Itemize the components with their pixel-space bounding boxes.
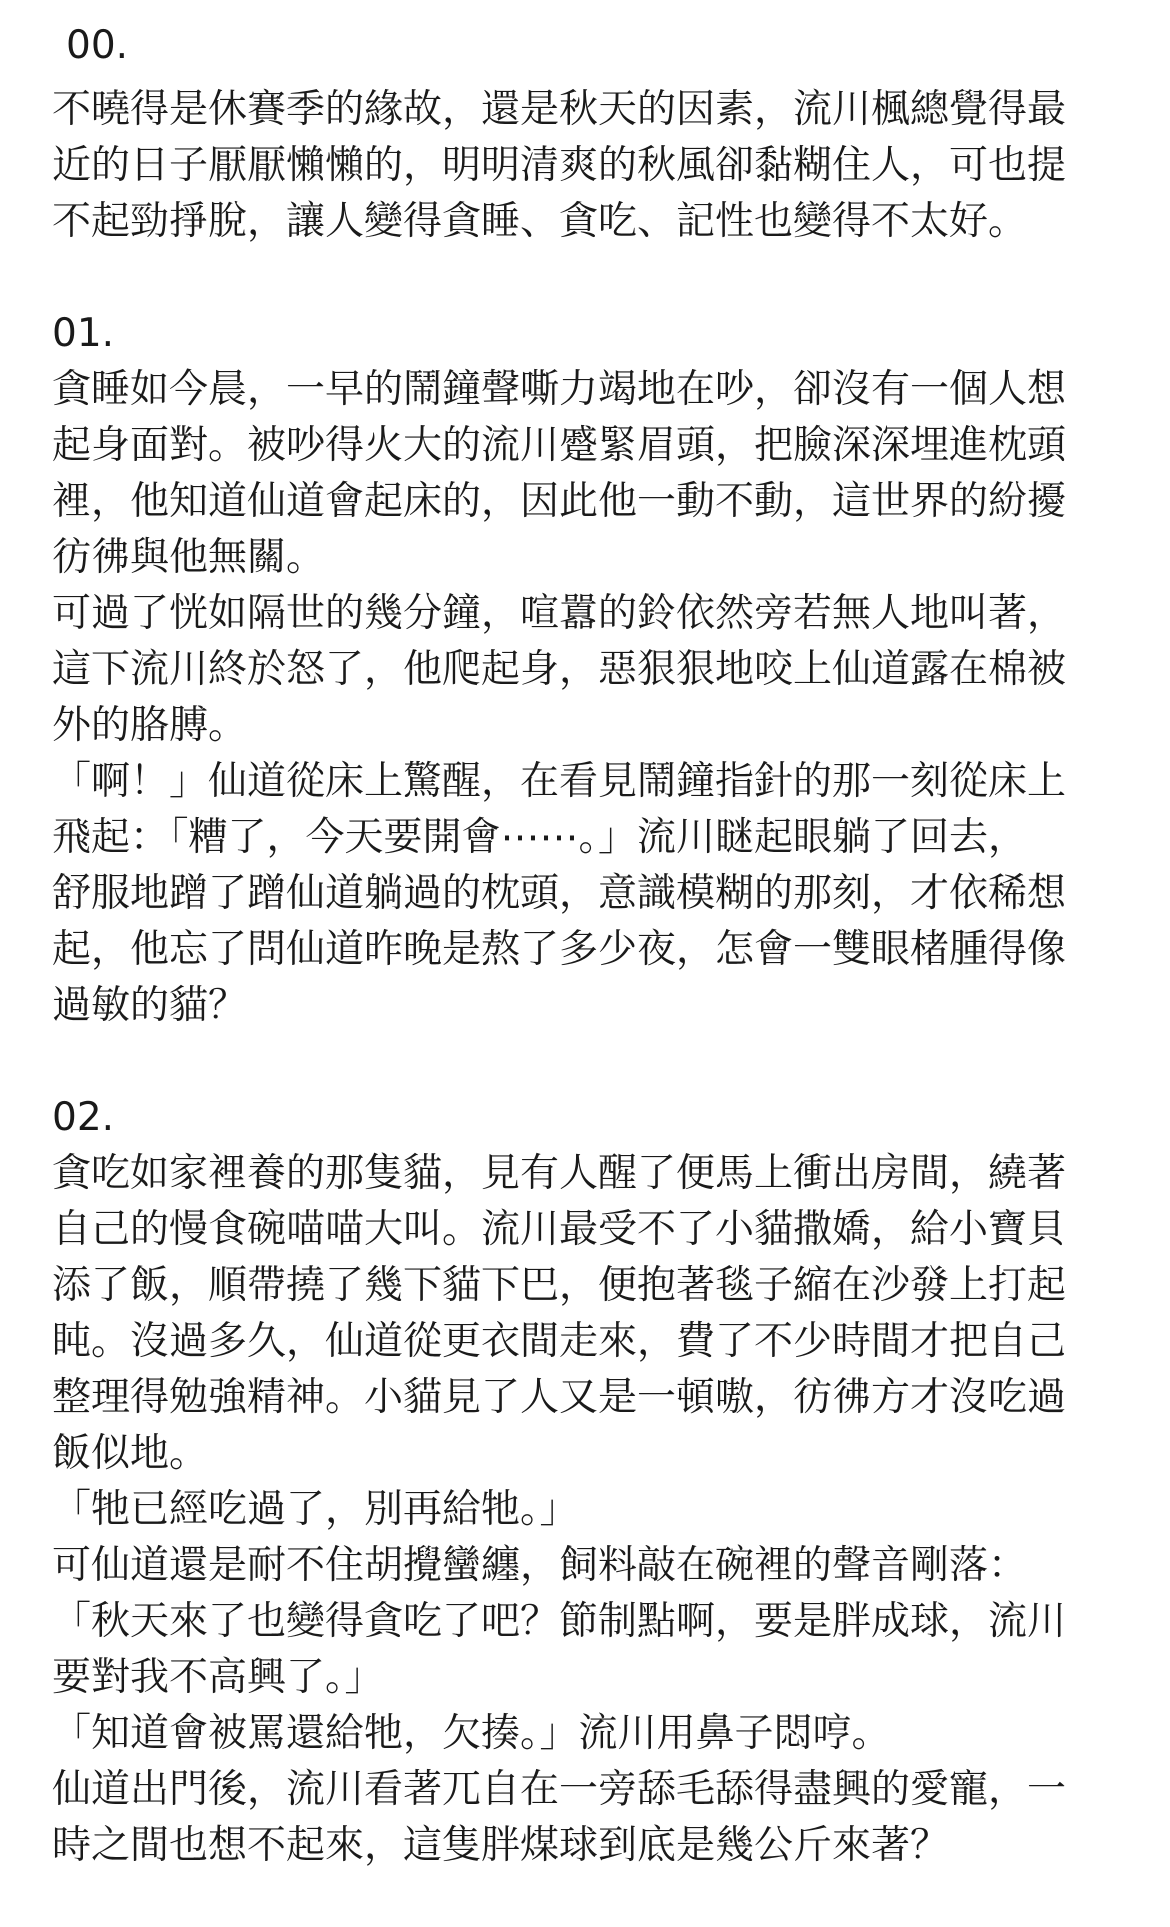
paragraph-line: 近的日子厭厭懶懶的，明明清爽的秋風卻黏糊住人，可也提 xyxy=(52,143,1067,188)
paragraph-line: 飛起：「糟了，今天要開會⋯⋯。」流川瞇起眼躺了回去， xyxy=(52,815,1028,860)
paragraph-line: 舒服地蹭了蹭仙道躺過的枕頭，意識模糊的那刻，才依稀想 xyxy=(52,871,1067,916)
paragraph-line: 貪睡如今晨，一早的鬧鐘聲嘶力竭地在吵，卻沒有一個人想 xyxy=(52,367,1067,412)
section-heading: 02. xyxy=(52,1095,115,1140)
paragraph-line: 外的胳膊。 xyxy=(52,703,248,748)
paragraph-line: 「秋天來了也變得貪吃了吧？節制點啊，要是胖成球，流川 xyxy=(52,1599,1067,1644)
paragraph-line: 可過了恍如隔世的幾分鐘，喧囂的鈴依然旁若無人地叫著， xyxy=(52,591,1067,636)
section-heading: 01. xyxy=(52,311,115,356)
paragraph-line: 「牠已經吃過了，別再給牠。」 xyxy=(52,1487,579,1532)
paragraph-line: 貪吃如家裡養的那隻貓，見有人醒了便馬上衝出房間，繞著 xyxy=(52,1151,1067,1196)
paragraph-line: 起，他忘了問仙道昨晚是熬了多少夜，怎會一雙眼楮腫得像 xyxy=(52,927,1067,972)
paragraph-line: 添了飯，順帶撓了幾下貓下巴，便抱著毯子縮在沙發上打起 xyxy=(52,1263,1067,1308)
paragraph-line: 時之間也想不起來，這隻胖煤球到底是幾公斤來著？ xyxy=(52,1823,950,1868)
paragraph-line: 過敏的貓？ xyxy=(52,983,248,1028)
paragraph-line: 可仙道還是耐不住胡攪蠻纏，飼料敲在碗裡的聲音剛落： xyxy=(52,1543,1028,1588)
paragraph-line: 不曉得是休賽季的緣故，還是秋天的因素，流川楓總覺得最 xyxy=(52,87,1067,132)
paragraph-line: 起身面對。被吵得火大的流川蹙緊眉頭，把臉深深埋進枕頭 xyxy=(52,423,1067,468)
paragraph-line: 自己的慢食碗喵喵大叫。流川最受不了小貓撒嬌，給小寶貝 xyxy=(52,1207,1067,1252)
paragraph-line: 盹。沒過多久，仙道從更衣間走來，費了不少時間才把自己 xyxy=(52,1319,1067,1364)
paragraph-line: 「知道會被罵還給牠，欠揍。」流川用鼻子悶哼。 xyxy=(52,1711,891,1756)
paragraph-line: 整理得勉強精神。小貓見了人又是一頓嗷，彷彿方才沒吃過 xyxy=(52,1375,1067,1420)
paragraph-line: 仙道出門後，流川看著兀自在一旁舔毛舔得盡興的愛寵，一 xyxy=(52,1767,1067,1812)
paragraph-line: 要對我不高興了。」 xyxy=(52,1655,384,1700)
paragraph-line: 不起勁掙脫，讓人變得貪睡、貪吃、記性也變得不太好。 xyxy=(52,199,1028,244)
paragraph-line: 裡，他知道仙道會起床的，因此他一動不動，這世界的紛擾 xyxy=(52,479,1067,524)
paragraph-line: 飯似地。 xyxy=(52,1431,209,1476)
paragraph-line: 這下流川終於怒了，他爬起身，惡狠狠地咬上仙道露在棉被 xyxy=(52,647,1067,692)
section-heading: 00. xyxy=(66,23,129,68)
paragraph-line: 「啊！」仙道從床上驚醒，在看見鬧鐘指針的那一刻從床上 xyxy=(52,759,1067,804)
paragraph-line: 彷彿與他無關。 xyxy=(52,535,326,580)
